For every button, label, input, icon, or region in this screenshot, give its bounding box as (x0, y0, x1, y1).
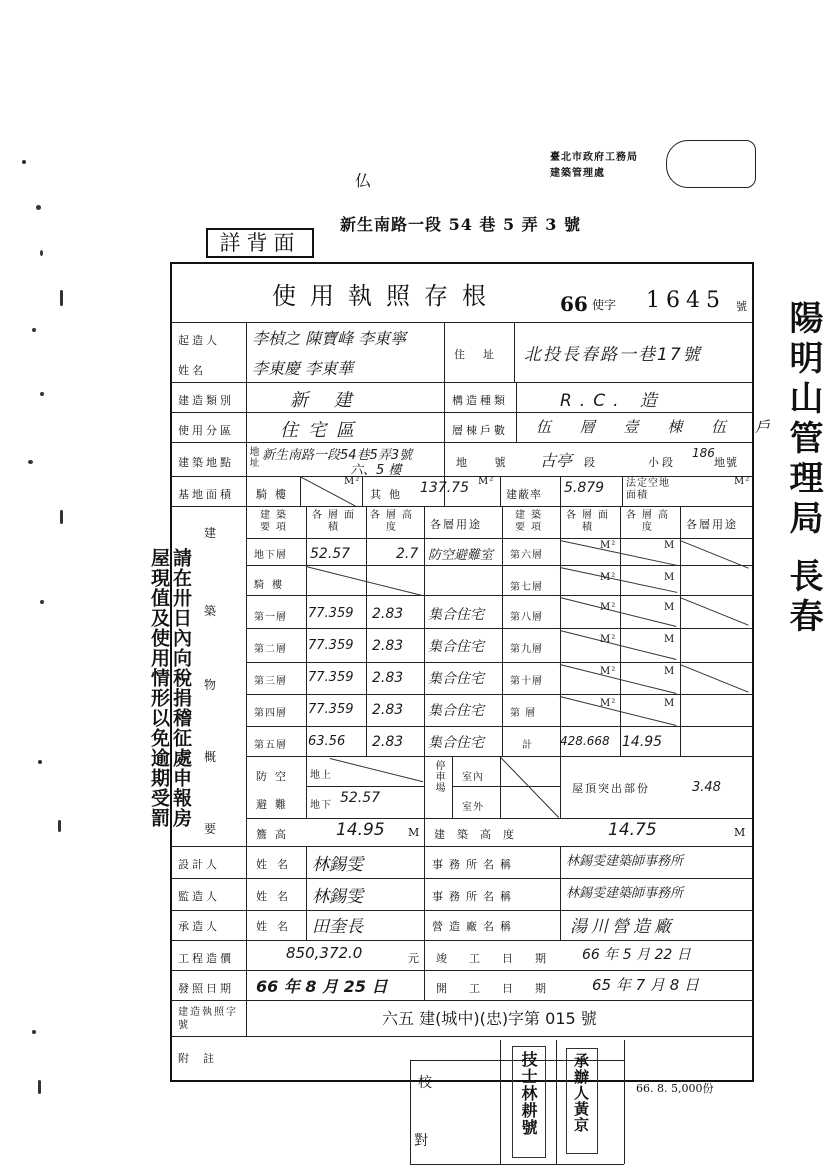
section-char: 概 (204, 750, 220, 764)
floor-area: 77.359 (308, 670, 354, 685)
header-use: 各層用途 (430, 518, 482, 531)
shelter-above: 地上 (310, 770, 332, 781)
floor-use: 集合住宅 (428, 735, 484, 751)
finish-date: 66 年 5 月 22 日 (582, 947, 691, 963)
floor-area: 77.359 (308, 702, 354, 717)
owner-names-2: 李東慶 李東華 (252, 359, 354, 378)
header-height: 各層高度 (370, 510, 418, 533)
eaves-value: 14.95 (336, 820, 385, 840)
person-name: 田奎長 (312, 917, 363, 937)
unit-m2: M² (600, 666, 617, 677)
org-label: 事務所名稱 (432, 858, 517, 871)
pair-label: 對 (414, 1133, 428, 1149)
shelter-below-value: 52.57 (340, 790, 381, 806)
floor-area: 52.57 (310, 546, 351, 562)
unit-m: M (664, 572, 676, 583)
permit-year: 66 (560, 292, 588, 316)
org-name: 林錫雯建築師事務所 (566, 886, 684, 901)
address-stamp: 新生南路一段 54 巷 5 弄 3 號 (340, 215, 581, 234)
unit-m2: M² (600, 540, 617, 551)
owner-label: 起造人 (178, 334, 220, 347)
seal-line: 臺北市政府工務局 (550, 152, 638, 163)
floor-use: 集合住宅 (428, 671, 484, 687)
eaves-unit: M (408, 826, 423, 839)
floors-label: 層棟戶數 (452, 424, 508, 437)
coverage-label: 建蔽率 (506, 488, 542, 501)
cost-label: 工程造價 (178, 952, 234, 965)
arcade-label: 騎樓 (256, 488, 294, 501)
total-label: 計 (522, 740, 533, 751)
floor-label-r: 第十層 (510, 676, 543, 687)
unit-m: M (664, 666, 676, 677)
section-char: 物 (204, 678, 220, 692)
other-value: 137.75 (420, 480, 469, 496)
seal-line: 建築管理處 (550, 168, 605, 179)
unit-m2: M² (600, 698, 617, 709)
subsection-word: 小段 (648, 456, 676, 469)
header-area: 各層面積 (312, 510, 360, 533)
floor-label: 第四層 (254, 708, 287, 719)
unit-m2: M² (478, 476, 495, 487)
building-height-unit: M (734, 826, 749, 839)
owner-name-label: 姓名 (178, 364, 206, 377)
section-word: 段 (584, 456, 598, 469)
lot-number: 186 (692, 446, 715, 460)
section-char: 要 (204, 822, 220, 836)
unit-m2: M² (734, 476, 751, 487)
floor-use: 集合住宅 (428, 639, 484, 655)
print-note: 66. 8. 5,000份 (636, 1082, 714, 1095)
site-location-2: 六、5 樓 (350, 463, 402, 478)
floor-label-r: 第七層 (510, 582, 543, 593)
role-label: 設計人 (178, 858, 220, 871)
building-height-label: 建築高度 (434, 828, 526, 841)
unit-m: M (664, 698, 676, 709)
lot-label: 地 號 (456, 456, 518, 469)
eaves-label: 簷高 (256, 828, 294, 841)
start-date-label: 開工日期 (436, 982, 568, 995)
floors-value: 伍 層 壹 棟 伍 戶 (536, 418, 782, 436)
left-margin-col1: 屋現值及使用情形以免逾期受罰 (148, 548, 170, 828)
permit-no-value: 六五 建(城中)(忠)字第 015 號 (382, 1009, 597, 1028)
name-label: 姓名 (256, 920, 298, 933)
cost-value: 850,372.0 (286, 944, 363, 962)
floor-label: 第一層 (254, 612, 287, 623)
floor-label: 騎樓 (254, 580, 290, 591)
role-label: 承造人 (178, 920, 220, 933)
detail-box: 詳背面 (206, 228, 314, 258)
unit-m2: M² (600, 572, 617, 583)
permit-suffix: 號 (736, 300, 747, 313)
floor-height: 2.7 (396, 546, 419, 562)
header-use-r: 各層用途 (686, 518, 738, 531)
issue-date-label: 發照日期 (178, 982, 234, 995)
floor-area: 77.359 (308, 638, 354, 653)
base-area-label: 基地面積 (178, 488, 234, 501)
owner-address-label: 住址 (454, 348, 512, 361)
site-location-label: 建築地點 (178, 456, 234, 469)
floor-use: 集合住宅 (428, 607, 484, 623)
role-label: 監造人 (178, 890, 220, 903)
unit-m: M (664, 540, 676, 551)
total-area: 428.668 (560, 734, 610, 748)
unit-m: M (664, 602, 676, 613)
name-label: 姓名 (256, 858, 298, 871)
shelter-label-1: 防空 (256, 770, 294, 783)
technician-stamp: 技士林耕號 (512, 1046, 546, 1158)
unit-m: M (664, 634, 676, 645)
structure-label: 構造種類 (452, 394, 508, 407)
floor-area: 77.359 (308, 606, 354, 621)
coverage-value: 5.879 (564, 480, 605, 496)
org-label: 事務所名稱 (432, 890, 517, 903)
finish-date-label: 竣工日期 (436, 952, 568, 965)
shelter-label-2: 避難 (256, 798, 294, 811)
person-name: 林錫雯 (312, 887, 363, 907)
site-location-sub: 地址 (247, 446, 258, 468)
unit-m2: M² (600, 634, 617, 645)
floor-height: 2.83 (372, 638, 404, 654)
header-height-r: 各層高度 (626, 510, 674, 533)
section-char: 建 (204, 526, 220, 540)
floor-label-r: 第 層 (510, 708, 537, 719)
floor-label-r: 第八層 (510, 612, 543, 623)
org-label: 營造廠名稱 (432, 920, 517, 933)
lot-section: 古亭 (540, 451, 573, 470)
left-margin-col2: 請在卅日內向稅捐稽征處申報房 (170, 548, 192, 828)
floor-height: 2.83 (372, 734, 404, 750)
owner-address: 北投長春路一巷17號 (524, 345, 702, 365)
parking-outdoor: 室外 (462, 802, 484, 813)
floor-use: 防空避難室 (428, 548, 494, 563)
permit-type: 使字 (592, 298, 617, 312)
floor-height: 2.83 (372, 702, 404, 718)
floor-label: 地下層 (254, 550, 287, 561)
form-title: 使用執照存根 (272, 282, 500, 310)
unit-m2: M² (344, 476, 361, 487)
seal-bracket (666, 140, 756, 188)
lot-no-word: 地號 (714, 456, 738, 469)
permit-no-label: 建造執照字號 (178, 1007, 238, 1031)
notes-label: 附註 (178, 1052, 228, 1065)
top-mark: 仏 (355, 171, 372, 190)
top-right-seal (548, 140, 768, 190)
person-name: 林錫雯 (312, 855, 363, 875)
floor-height: 2.83 (372, 670, 404, 686)
roof-value: 3.48 (692, 780, 721, 795)
start-date: 65 年 7 月 8 日 (592, 976, 700, 994)
legal-open-label: 法定空地面積 (626, 478, 670, 501)
permit-number: 1645 (646, 288, 726, 313)
owner-names-1: 李楨之 陳寶峰 李東寧 (252, 329, 407, 348)
cost-unit: 元 (408, 952, 422, 965)
parking-indoor: 室內 (462, 772, 484, 783)
floor-label: 第二層 (254, 644, 287, 655)
floor-area: 63.56 (308, 734, 346, 749)
parking-label: 停車場 (433, 760, 444, 793)
floor-label-r: 第六層 (510, 550, 543, 561)
org-name: 湯川營造廠 (570, 917, 675, 937)
roof-label: 屋頂突出部份 (572, 782, 650, 795)
floor-label: 第三層 (254, 676, 287, 687)
structure-value: R.C. 造 (560, 391, 665, 411)
name-label: 姓名 (256, 890, 298, 903)
floor-label-r: 第九層 (510, 644, 543, 655)
handler-stamp: 承辦人黃京 (566, 1048, 598, 1154)
check-label: 校 (418, 1075, 432, 1091)
header-item: 建築要項 (260, 510, 292, 533)
building-height-value: 14.75 (608, 820, 657, 840)
section-char: 築 (204, 604, 220, 618)
construction-kind: 新 建 (290, 390, 362, 411)
unit-m2: M² (600, 602, 617, 613)
total-height: 14.95 (622, 734, 663, 750)
shelter-below: 地下 (310, 800, 332, 811)
other-label: 其他 (370, 488, 408, 501)
use-zone-label: 使用分區 (178, 424, 234, 437)
header-area-r: 各層面積 (566, 510, 614, 533)
site-location: 新生南路一段54巷5弄3號 (262, 448, 413, 463)
org-name: 林錫雯建築師事務所 (566, 854, 684, 869)
issue-date: 66 年 8 月 25 日 (256, 977, 388, 996)
floor-height: 2.83 (372, 606, 404, 622)
right-margin-stamp: 陽明山管理局 長春 (783, 300, 823, 638)
use-zone: 住宅區 (280, 420, 364, 441)
floor-use: 集合住宅 (428, 703, 484, 719)
floor-label: 第五層 (254, 740, 287, 751)
construction-kind-label: 建造類別 (178, 394, 234, 407)
header-item-r: 建築要項 (515, 510, 547, 533)
